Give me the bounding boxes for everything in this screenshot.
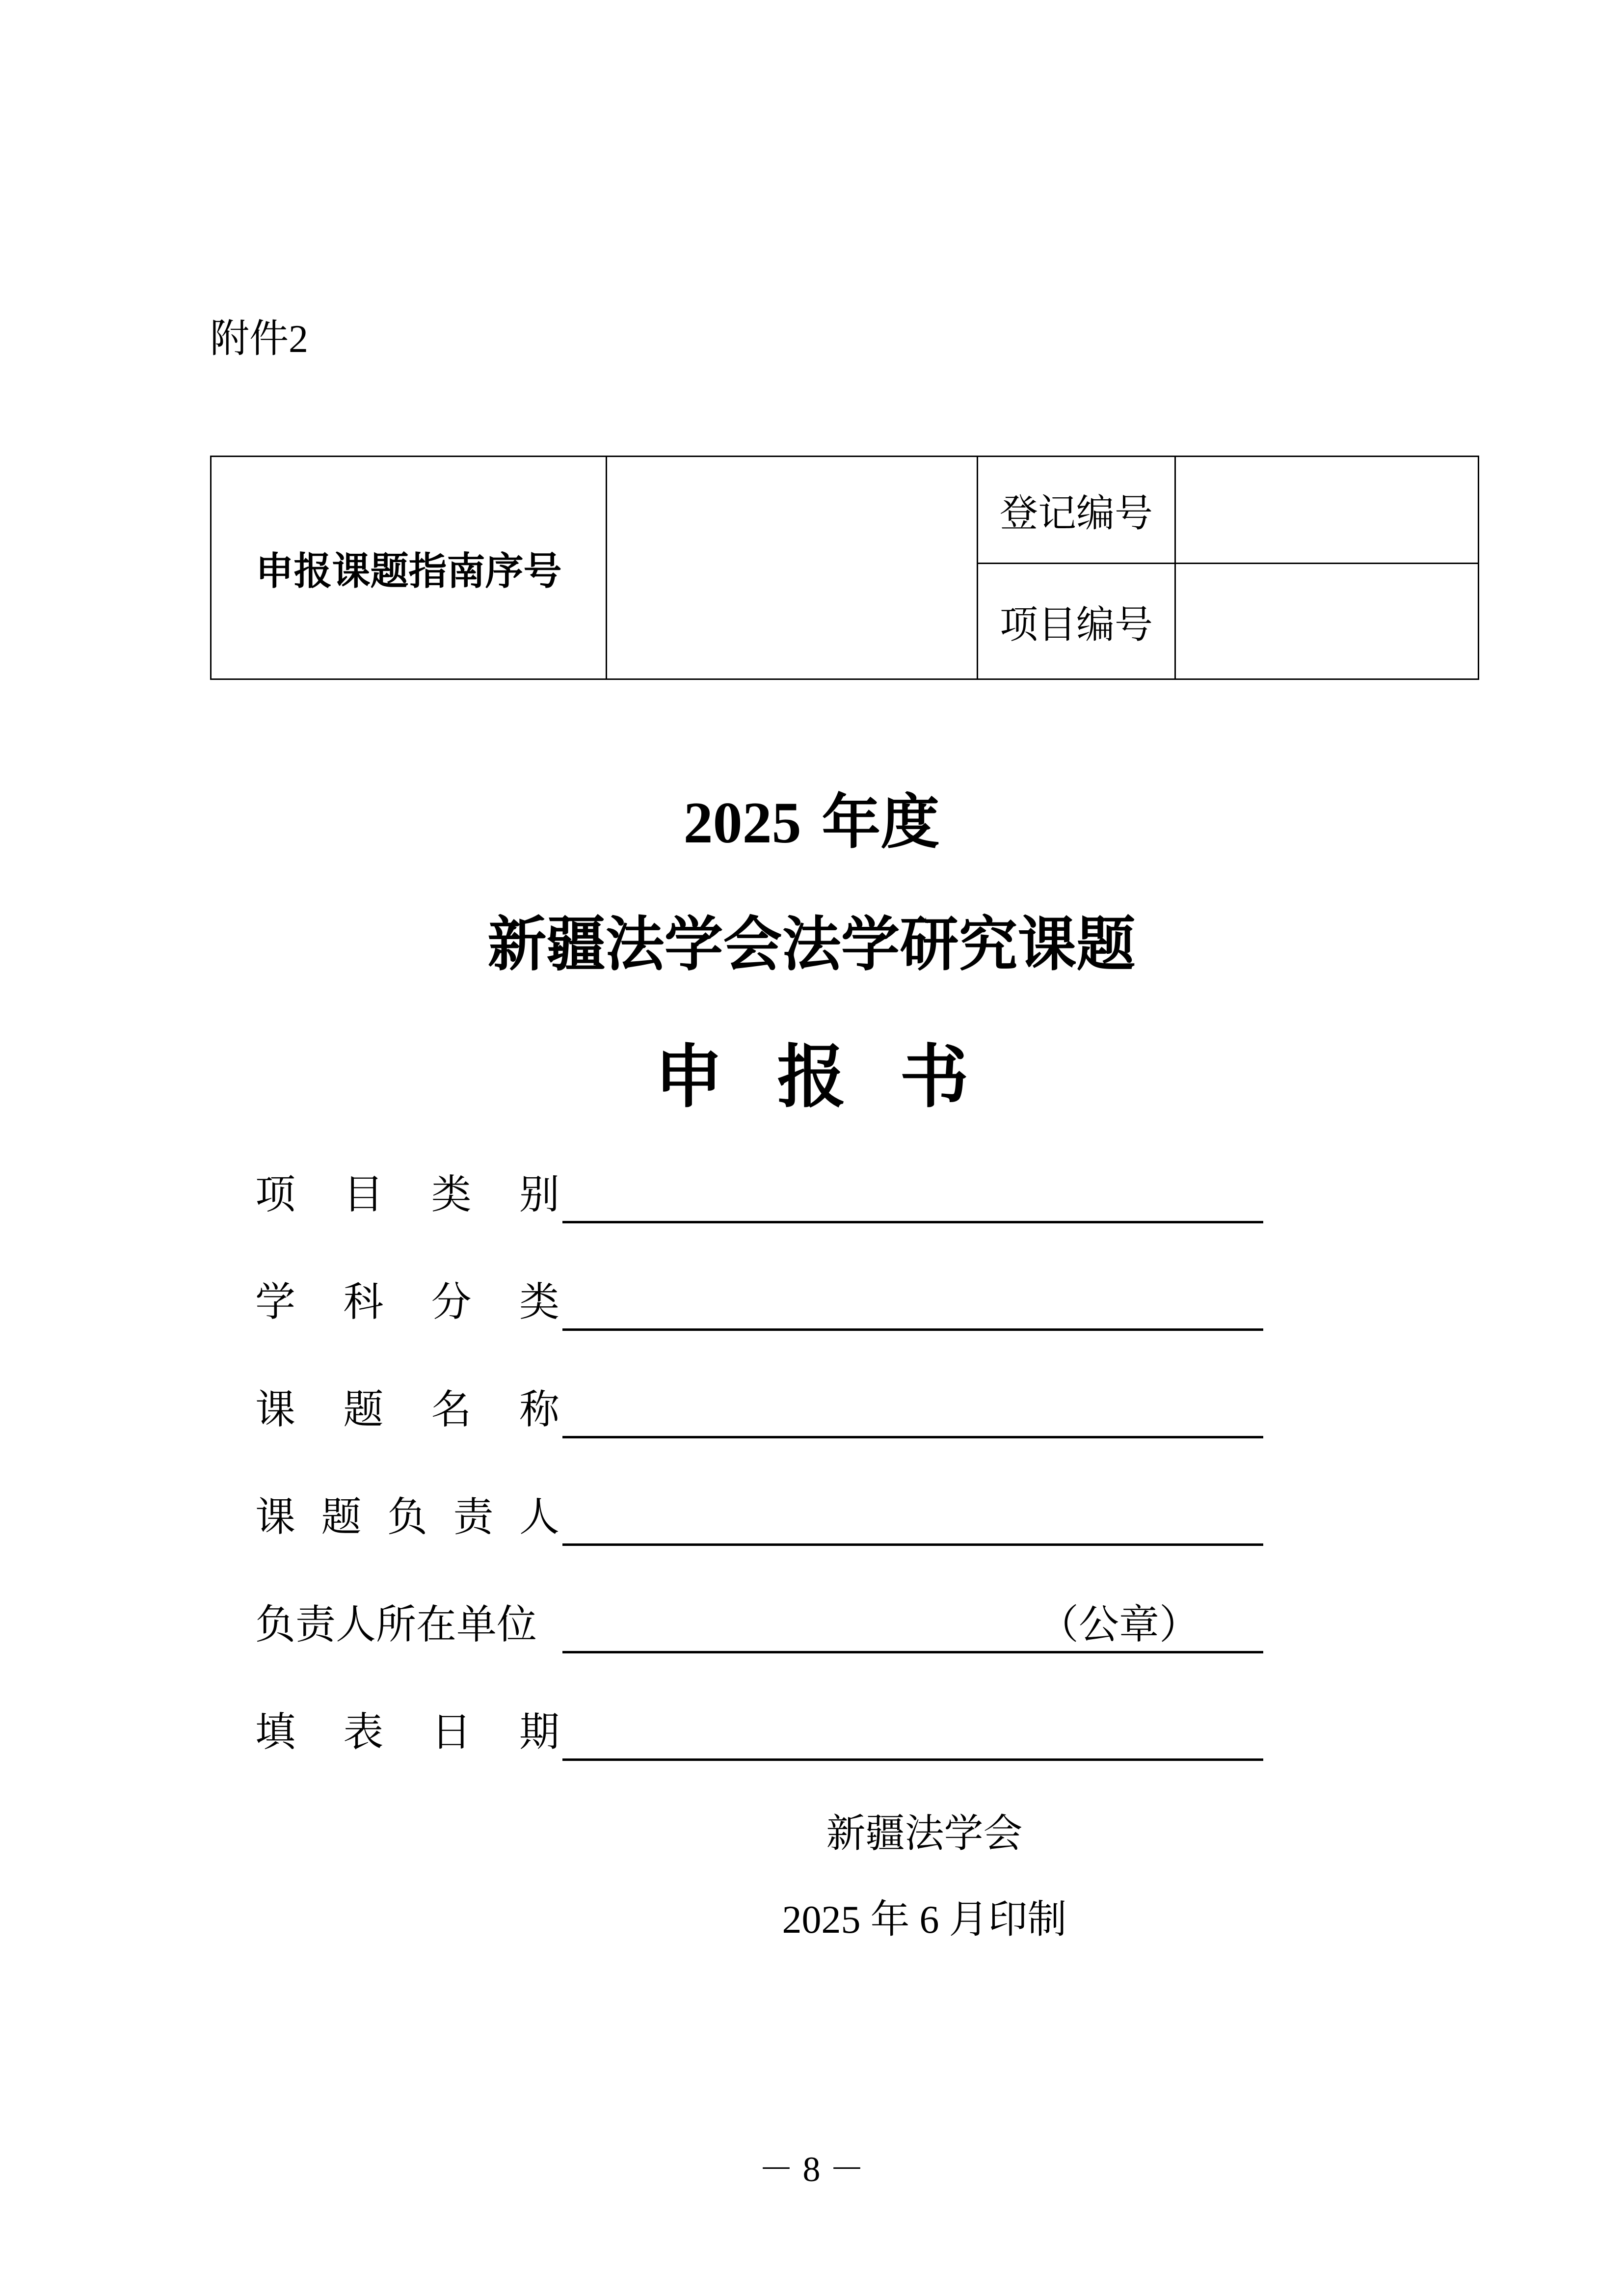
title-year-number: 2025 bbox=[683, 790, 801, 855]
official-seal-label: （公章） bbox=[1038, 1601, 1199, 1648]
discipline-label: 学 科 分 类 bbox=[255, 1279, 559, 1325]
fill-date-label: 填 表 日 期 bbox=[255, 1709, 559, 1756]
title-year bbox=[0, 785, 1623, 860]
project-name-label: 课 题 名 称 bbox=[255, 1386, 559, 1433]
title-year-suffix: 年度 bbox=[822, 788, 940, 857]
form-row-project-name bbox=[255, 1384, 1263, 1438]
registration-number-field[interactable] bbox=[1175, 457, 1479, 564]
attachment-text: 附件 bbox=[210, 316, 289, 361]
print-date: 2025 年 6 月印制 bbox=[782, 1898, 1067, 1942]
project-category-field[interactable] bbox=[562, 1172, 1263, 1223]
registration-table bbox=[210, 456, 1479, 680]
registration-number-label: 登记编号 bbox=[978, 457, 1175, 564]
publisher-name: 新疆法学会 bbox=[826, 1812, 1023, 1856]
project-leader-field[interactable] bbox=[562, 1494, 1263, 1546]
form-row-project-leader bbox=[255, 1492, 1263, 1546]
guide-number-label: 申报课题指南序号 bbox=[211, 457, 607, 679]
project-number-label: 项目编号 bbox=[978, 564, 1175, 679]
form-row-discipline bbox=[255, 1277, 1263, 1331]
fill-date-field[interactable] bbox=[562, 1709, 1263, 1761]
discipline-field[interactable] bbox=[562, 1279, 1263, 1331]
form-row-fill-date bbox=[255, 1707, 1263, 1761]
project-category-label: 项 目 类 别 bbox=[255, 1171, 559, 1218]
project-leader-label: 课 题 负 责 人 bbox=[255, 1494, 559, 1540]
title-application: 申报书 bbox=[654, 1037, 1023, 1117]
title-main: 新疆法学会法学研究课题 bbox=[487, 911, 1136, 979]
guide-number-field[interactable] bbox=[607, 457, 978, 679]
form-row-project-category bbox=[255, 1169, 1263, 1223]
leader-unit-label: 负责人所在单位 bbox=[255, 1601, 537, 1648]
project-name-field[interactable] bbox=[562, 1387, 1263, 1438]
attachment-label bbox=[210, 314, 308, 364]
page-number: － 8 － bbox=[758, 2150, 865, 2189]
form-row-leader-unit bbox=[255, 1599, 1263, 1653]
attachment-number: 2 bbox=[289, 318, 308, 361]
project-number-field[interactable] bbox=[1175, 564, 1479, 679]
